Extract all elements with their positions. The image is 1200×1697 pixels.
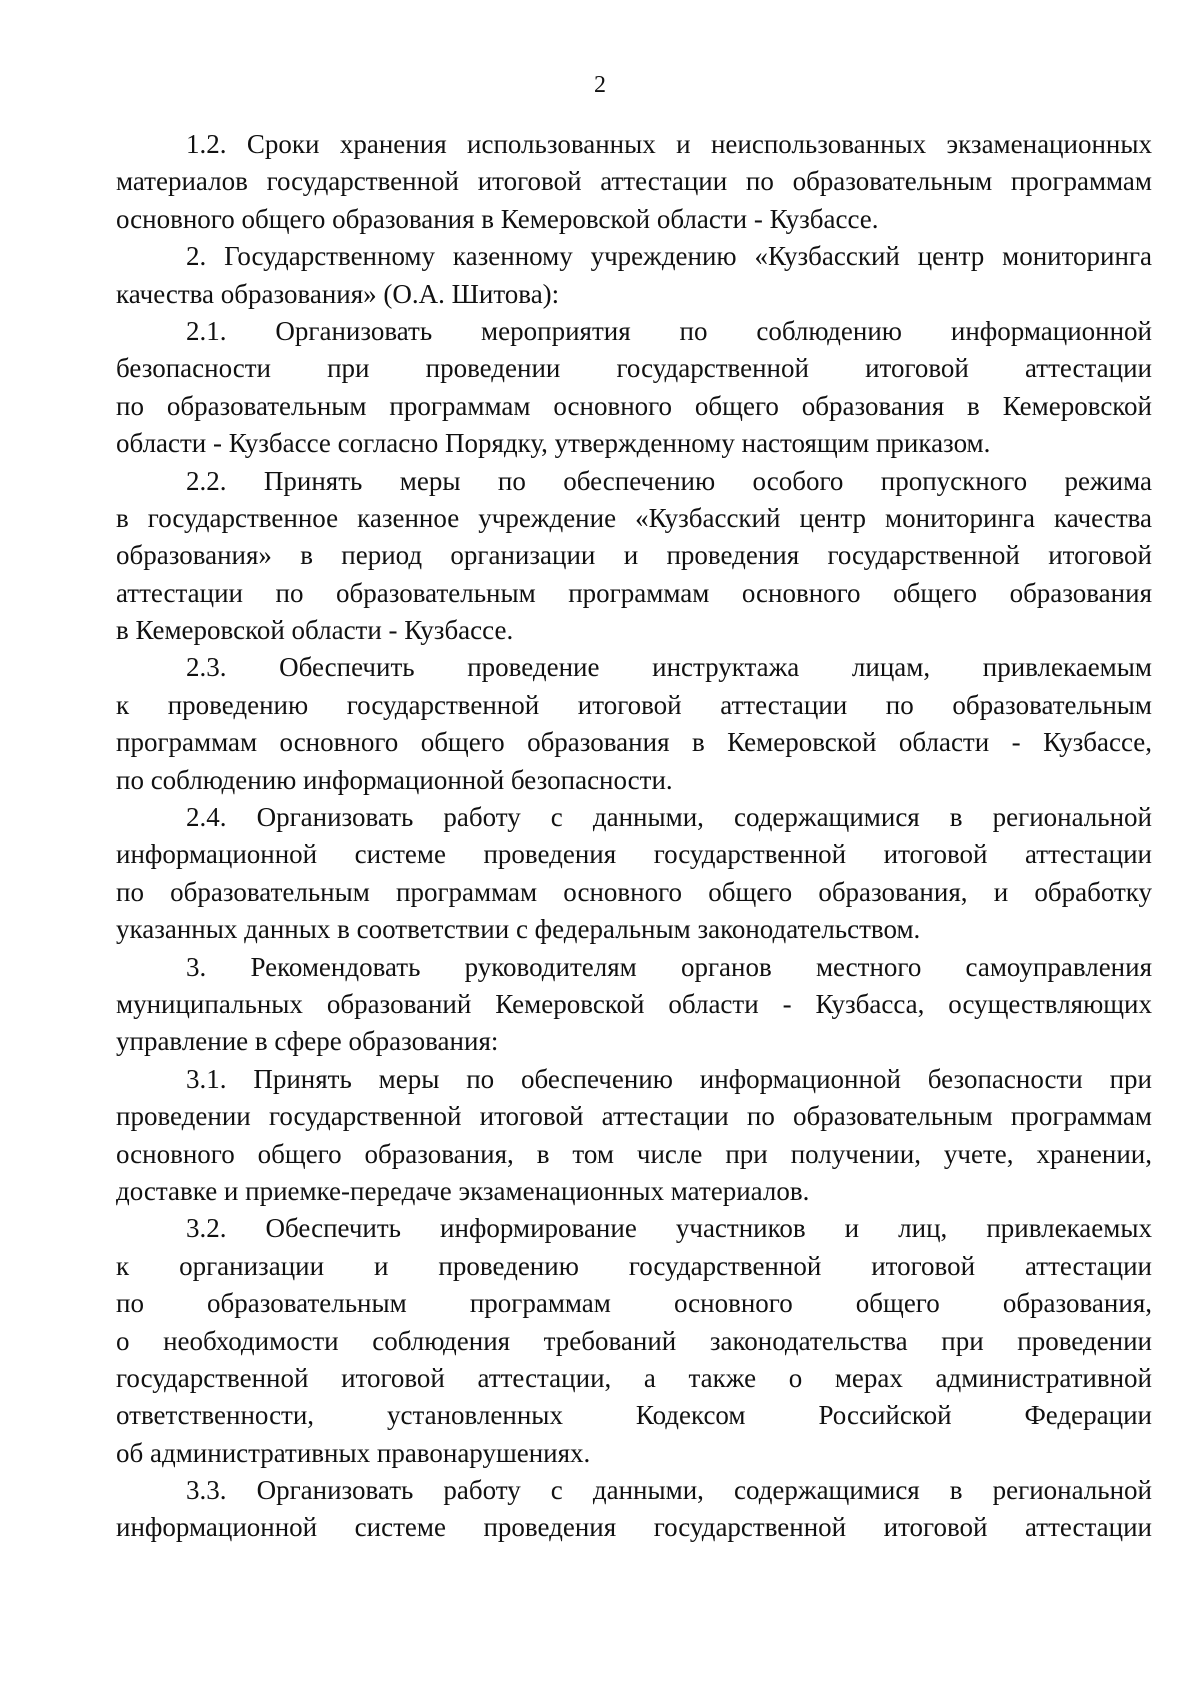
- text-line: в Кемеровской области - Кузбассе.: [116, 615, 514, 646]
- text-line: указанных данных в соответствии с федеральным законодательством.: [116, 914, 921, 945]
- text-line: 3.1. Принять меры по обеспечению информационной безопасности при: [186, 1063, 1152, 1094]
- text-line: 2.4. Организовать работу с данными, содержащимися в региональной: [186, 802, 1152, 833]
- text-line: проведении государственной итоговой аттестации по образовательным программам: [116, 1101, 1152, 1132]
- text-line: 2.2. Принять меры по обеспечению особого пропускного режима: [186, 465, 1152, 496]
- text-line: по образовательным программам основного общего образования, и обработку: [116, 876, 1152, 907]
- text-line: 2.1. Организовать мероприятия по соблюдению информационной: [186, 315, 1152, 346]
- text-line: области - Кузбассе согласно Порядку, утвержденному настоящим приказом.: [116, 428, 991, 459]
- text-line: управление в сфере образования:: [116, 1026, 499, 1057]
- text-line: качества образования» (О.А. Шитова):: [116, 278, 560, 309]
- text-line: к проведению государственной итоговой аттестации по образовательным: [116, 689, 1152, 720]
- text-line: основного общего образования в Кемеровской области - Кузбассе.: [116, 203, 879, 234]
- text-line: информационной системе проведения государственной итоговой аттестации: [116, 839, 1152, 870]
- text-line: 3. Рекомендовать руководителям органов местного самоуправления: [186, 951, 1152, 982]
- text-line: основного общего образования, в том числе при получении, учете, хранении,: [116, 1138, 1152, 1169]
- text-line: 2.3. Обеспечить проведение инструктажа лицам, привлекаемым: [186, 652, 1152, 683]
- page-number: 2: [594, 72, 606, 98]
- text-line: информационной системе проведения государственной итоговой аттестации: [116, 1512, 1152, 1543]
- text-line: о необходимости соблюдения требований законодательства при проведении: [116, 1325, 1152, 1356]
- text-line: государственной итоговой аттестации, а также о мерах административной: [116, 1362, 1152, 1393]
- text-line: 2. Государственному казенному учреждению «Кузбасский центр мониторинга: [186, 241, 1152, 272]
- text-line: 3.3. Организовать работу с данными, содержащимися в региональной: [186, 1475, 1152, 1506]
- text-line: материалов государственной итоговой аттестации по образовательным программам: [116, 166, 1152, 197]
- text-line: к организации и проведению государственной итоговой аттестации: [116, 1250, 1152, 1281]
- text-line: безопасности при проведении государственной итоговой аттестации: [116, 353, 1152, 384]
- text-line: по образовательным программам основного общего образования,: [116, 1288, 1152, 1319]
- text-line: программам основного общего образования в Кемеровской области - Кузбассе,: [116, 727, 1152, 758]
- document-body: [116, 126, 1152, 1547]
- text-line: образования» в период организации и проведения государственной итоговой: [116, 540, 1152, 571]
- text-line: муниципальных образований Кемеровской области - Кузбасса, осуществляющих: [116, 988, 1152, 1019]
- text-line: ответственности, установленных Кодексом Российской Федерации: [116, 1400, 1152, 1431]
- text-line: доставке и приемке-передаче экзаменационных материалов.: [116, 1175, 810, 1206]
- text-line: в государственное казенное учреждение «Кузбасский центр мониторинга качества: [116, 502, 1152, 533]
- text-line: по соблюдению информационной безопасности.: [116, 764, 673, 795]
- text-line: 1.2. Сроки хранения использованных и неиспользованных экзаменационных: [186, 129, 1152, 159]
- text-line: аттестации по образовательным программам основного общего образования: [116, 577, 1152, 608]
- text-line: по образовательным программам основного общего образования в Кемеровской: [116, 390, 1152, 421]
- text-line: об административных правонарушениях.: [116, 1437, 591, 1468]
- text-line: 3.2. Обеспечить информирование участников и лиц, привлекаемых: [186, 1213, 1152, 1244]
